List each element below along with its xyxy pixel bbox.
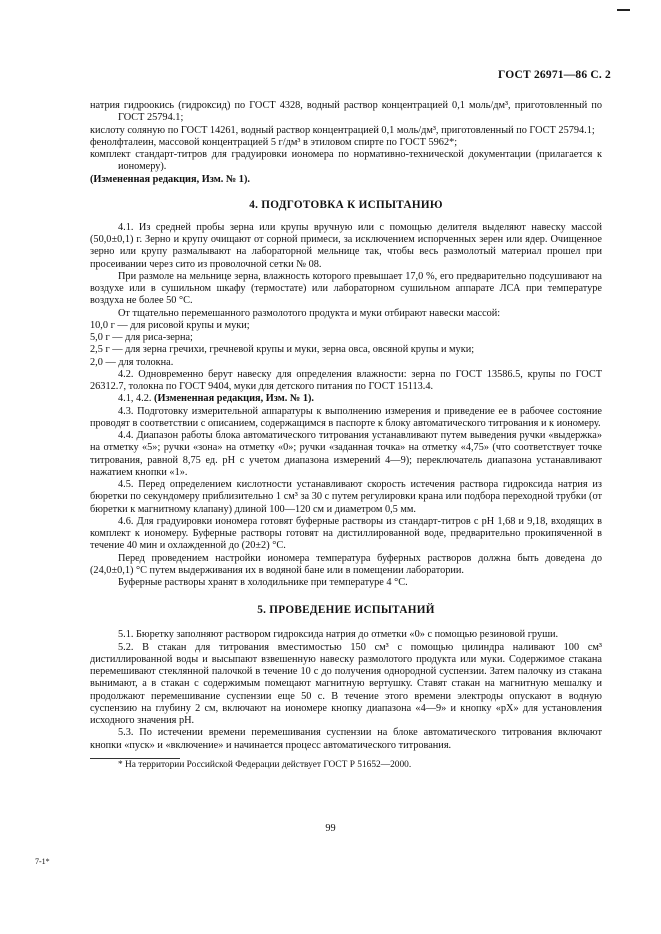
mass-list-item: 2,0 — для толокна. bbox=[90, 356, 174, 368]
mass-list-item: 2,5 г — для зерна гречихи, гречневой крупы и муки, зерна овса, овсяной крупы и муки; bbox=[90, 344, 475, 356]
print-code: 7-1* bbox=[35, 857, 50, 866]
page-number: 99 bbox=[325, 823, 336, 834]
reagent-item: фенолфталеин, массовой концентрацией 5 г/дм³ в этиловом спирте по ГОСТ 5962*; bbox=[90, 136, 458, 148]
clause-4-5: 4.5. Перед определением кислотности устанавливают скорость истечения раствора гидроксида натрия из бюретки по секундомеру приблизительно 1 см³ за 30 с путем регулировки крана или подбора переходной трубки (от бюретки к магнитному клапану) длиной 100—120 см и диаметром 0,5 мм. bbox=[90, 479, 602, 515]
clause-ref: 4.1, 4.2. bbox=[118, 393, 152, 405]
clause-4-1: 4.1. Из средней пробы зерна или крупы вручную или с помощью делителя выделяют навеску массой (50,0±0,1) г. Зерно и крупу очищают от сорной примеси, за исключением испорченных зерен или ядер. Очищенное зерно или крупу размалывают на лабораторной мельнице так, чтобы весь размолотый материал прошел при просеивании через сито из проволочной сетки № 08. bbox=[90, 221, 602, 270]
clause-5-3: 5.3. По истечении времени перемешивания суспензии на блоке автоматического титрования включают кнопки «пуск» и «включение» и начинается процесс автоматического титрования. bbox=[90, 727, 602, 751]
footnote: * На территории Российской Федерации действует ГОСТ Р 51652—2000. bbox=[118, 759, 412, 770]
clause-4-4: 4.4. Диапазон работы блока автоматического титрования устанавливают путем выведения ручки «выдержка» на отметку «5»; ручки «зона» на отметку «0»; ручки «заданная точка» на отметку «4,75» (что соответствует точке титрования, равной 8,75 ед. pH с учетом диапазона измерений 4—9); переключатель диапазона устанавливают нажатием кнопки «1». bbox=[90, 430, 602, 478]
section-4-title: 4. ПОДГОТОВКА К ИСПЫТАНИЮ bbox=[249, 198, 443, 211]
corner-mark bbox=[617, 9, 630, 11]
clause-5-2: 5.2. В стакан для титрования вместимостью 150 см³ с помощью цилиндра наливают 100 см³ дистиллированной воды и высыпают взвешенную навеску размолотого продукта или муки. Содержимое стакана перемешивают стеклянной палочкой в течение 10 с до получения однородной суспензии. Затем палочку из стакана вынимают, а в стакан с содержимым помещают магнитную вертушку. Ставят стакан на магнитную мешалку и продолжают перемешивание суспензии еще 50 с. В течение этого времени электроды опускают в водную суспензию на глубину 2 см, включают на иономере кнопку диапазона «4—9» и кнопку «pX» для установления исходного значения pH. bbox=[90, 641, 602, 726]
clause-4-6-temperature: Перед проведением настройки иономера температура буферных растворов должна быть доведена до (24,0±0,1) °С путем выдерживания их в водяной бане или в помещении лаборатории. bbox=[90, 552, 602, 576]
edition-note: (Измененная редакция, Изм. № 1). bbox=[154, 393, 314, 405]
page-header: ГОСТ 26971—86 С. 2 bbox=[498, 69, 611, 81]
document-body bbox=[90, 100, 602, 771]
clause-4-6-storage: Буферные растворы хранят в холодильнике при температуре 4 °С. bbox=[118, 577, 408, 588]
reagent-item: натрия гидроокись (гидроксид) по ГОСТ 4328, водный раствор концентрацией 0,1 моль/дм³, приготовленный по ГОСТ 25794.1; bbox=[90, 100, 602, 124]
mass-list-item: 5,0 г — для риса-зерна; bbox=[90, 332, 193, 343]
clause-4-1-4-2-edition bbox=[90, 393, 602, 405]
clause-5-1: 5.1. Бюретку заполняют раствором гидроксида натрия до отметки «0» с помощью резиновой груши. bbox=[118, 629, 559, 641]
edition-note: (Измененная редакция, Изм. № 1). bbox=[90, 173, 250, 185]
clause-4-1-samples: От тщательно перемешанного размолотого продукта и муки отбирают навески массой: bbox=[118, 307, 501, 319]
clause-4-2: 4.2. Одновременно берут навеску для определения влажности: зерна по ГОСТ 13586.5, крупы по ГОСТ 26312.7, толокна по ГОСТ 9404, муки для детского питания по ГОСТ 15113.4. bbox=[90, 368, 602, 392]
section-5-title: 5. ПРОВЕДЕНИЕ ИСПЫТАНИЙ bbox=[257, 604, 435, 617]
clause-4-1-drying: При размоле на мельнице зерна, влажность которого превышает 17,0 %, его предварительно подсушивают на воздухе или в сушильном шкафу (термостате) или лабораторном сушильном аппарате ЛСА при температуре воздуха не более 50 °С. bbox=[90, 270, 602, 307]
reagent-item: кислоту соляную по ГОСТ 14261, водный раствор концентрацией 0,1 моль/дм³, приготовленный по ГОСТ 25794.1; bbox=[90, 124, 595, 136]
clause-4-3: 4.3. Подготовку измерительной аппаратуры к выполнению измерения и приведение ее в рабочее состояние проводят в соответствии с описанием, содержащимся в паспорте к блоку автоматического титрования и к иономеру. bbox=[90, 405, 602, 429]
reagent-item: комплект стандарт-титров для градуировки иономера по нормативно-технической документации (прилагается к иономеру). bbox=[90, 149, 602, 173]
clause-4-6: 4.6. Для градуировки иономера готовят буферные растворы из стандарт-титров с pH 1,68 и 9,18, входящих в комплект к иономеру. Буферные растворы готовят на дистиллированной воде, предварительно прокипяченной в течение 40 мин и охлажденной до (20±2) °С. bbox=[90, 515, 602, 552]
mass-list-item: 10,0 г — для рисовой крупы и муки; bbox=[90, 319, 250, 331]
